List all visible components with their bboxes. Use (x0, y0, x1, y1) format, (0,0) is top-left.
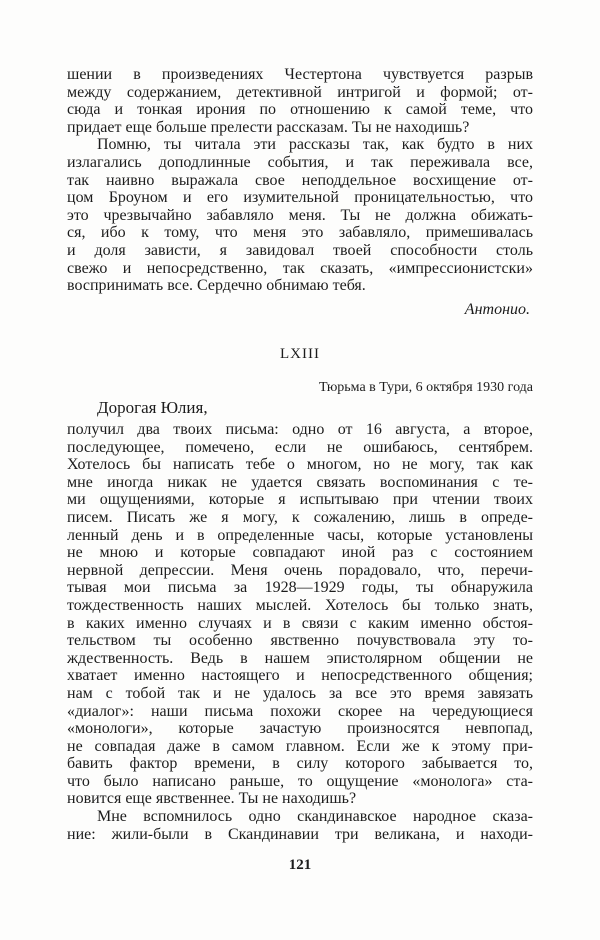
text-line: ми ощущениями, которые я испытываю при чтении твоих (67, 491, 533, 509)
text-line: новится еще явственнее. Ты не находишь? (67, 790, 357, 808)
signature: Антонио. (464, 301, 530, 318)
text-line: тывая мои письма за 1928—1929 годы, ты обнаружила (67, 579, 533, 597)
text-line: ленный день и в определенные часы, которые установлены (67, 526, 533, 544)
text-line: в каких именно случаях и в связи с каким именно обстоя- (67, 614, 533, 632)
text-line: нам с тобой так и не удалось за все это время завязать (67, 684, 533, 702)
text-line: мне иногда никак не удается связать воспоминания с те- (67, 473, 533, 491)
text-line: хватает именно настоящего и непосредственного общения; (67, 667, 533, 685)
text-line: получил два твоих письма: одно от 16 августа, а второе, (67, 421, 533, 438)
text-line: «диалог»: наши письма похожи скорее на чередующиеся (67, 702, 533, 720)
text-line: свежо и непосредственно, так сказать, «импрессионистски» (67, 259, 533, 277)
text-line: бавить фактор времени, в силу которого забывается то, (67, 755, 533, 773)
text-line: «монологи», которые зачастую произносятся невпопад, (67, 720, 533, 738)
text-line: что было написано раньше, то ощущение «монолога» ста- (67, 772, 533, 790)
text-line: не совпадая даже в самом главном. Если же к этому при- (67, 737, 533, 755)
text-line: сюда и тонкая ирония по отношению к самой теме, что (67, 101, 533, 119)
text-line: цом Броуном и его изумительной проницательностью, что (67, 189, 533, 207)
text-line: Мне вспомнилось одно скандинавское народное сказа- (97, 808, 533, 826)
text-line: между содержанием, детективной интригой и формой; от- (67, 83, 533, 101)
text-line: ждественность. Ведь в нашем эпистолярном общении не (67, 649, 533, 667)
text-line: и доля зависти, я завидовал твоей способности столь (67, 241, 533, 259)
text-line: воспринимать все. Сердечно обнимаю тебя. (67, 277, 366, 295)
text-line: нервной депрессии. Меня очень порадовало, что, перечи- (67, 561, 533, 579)
letter-body-text (67, 421, 533, 843)
previous-letter-text (67, 66, 533, 295)
text-line: последующее, помечено, если не ошибаюсь, сентябрем. (67, 438, 533, 456)
text-line: шении в произведениях Честертона чувствуется разрыв (67, 66, 533, 83)
text-line: излагались доподлинные события, и так переживала все, (67, 153, 533, 171)
text-line: тельством ты особенно явственно почувствовала эту то- (67, 632, 533, 650)
text-line: тождественность наших мыслей. Хотелось бы только знать, (67, 596, 533, 614)
letter-number-heading: LXIII (280, 346, 320, 362)
text-line: не мною и которые совпадают иной раз с состоянием (67, 544, 533, 562)
text-line: Хотелось бы написать тебе о многом, но не могу, так как (67, 456, 533, 474)
text-line: ся, ибо к тому, что меня это забавляло, примешивалась (67, 224, 533, 242)
text-line: это чрезвычайно забавляло меня. Ты не должна обижать- (67, 206, 533, 224)
text-line: так наивно выражала свое неподдельное восхищение от- (67, 171, 533, 189)
text-line: писем. Писать же я могу, к сожалению, лишь в опреде- (67, 508, 533, 526)
page-number: 121 (288, 857, 312, 873)
text-line: Помню, ты читала эти рассказы так, как будто в них (97, 136, 533, 154)
greeting: Дорогая Юлия, (97, 398, 208, 417)
text-line: ние: жили-были в Скандинавии три великана, и находи- (67, 825, 533, 843)
place-date: Тюрьма в Тури, 6 октября 1930 года (318, 380, 533, 395)
text-line: придает еще больше прелести рассказам. Ты не находишь? (67, 118, 470, 136)
